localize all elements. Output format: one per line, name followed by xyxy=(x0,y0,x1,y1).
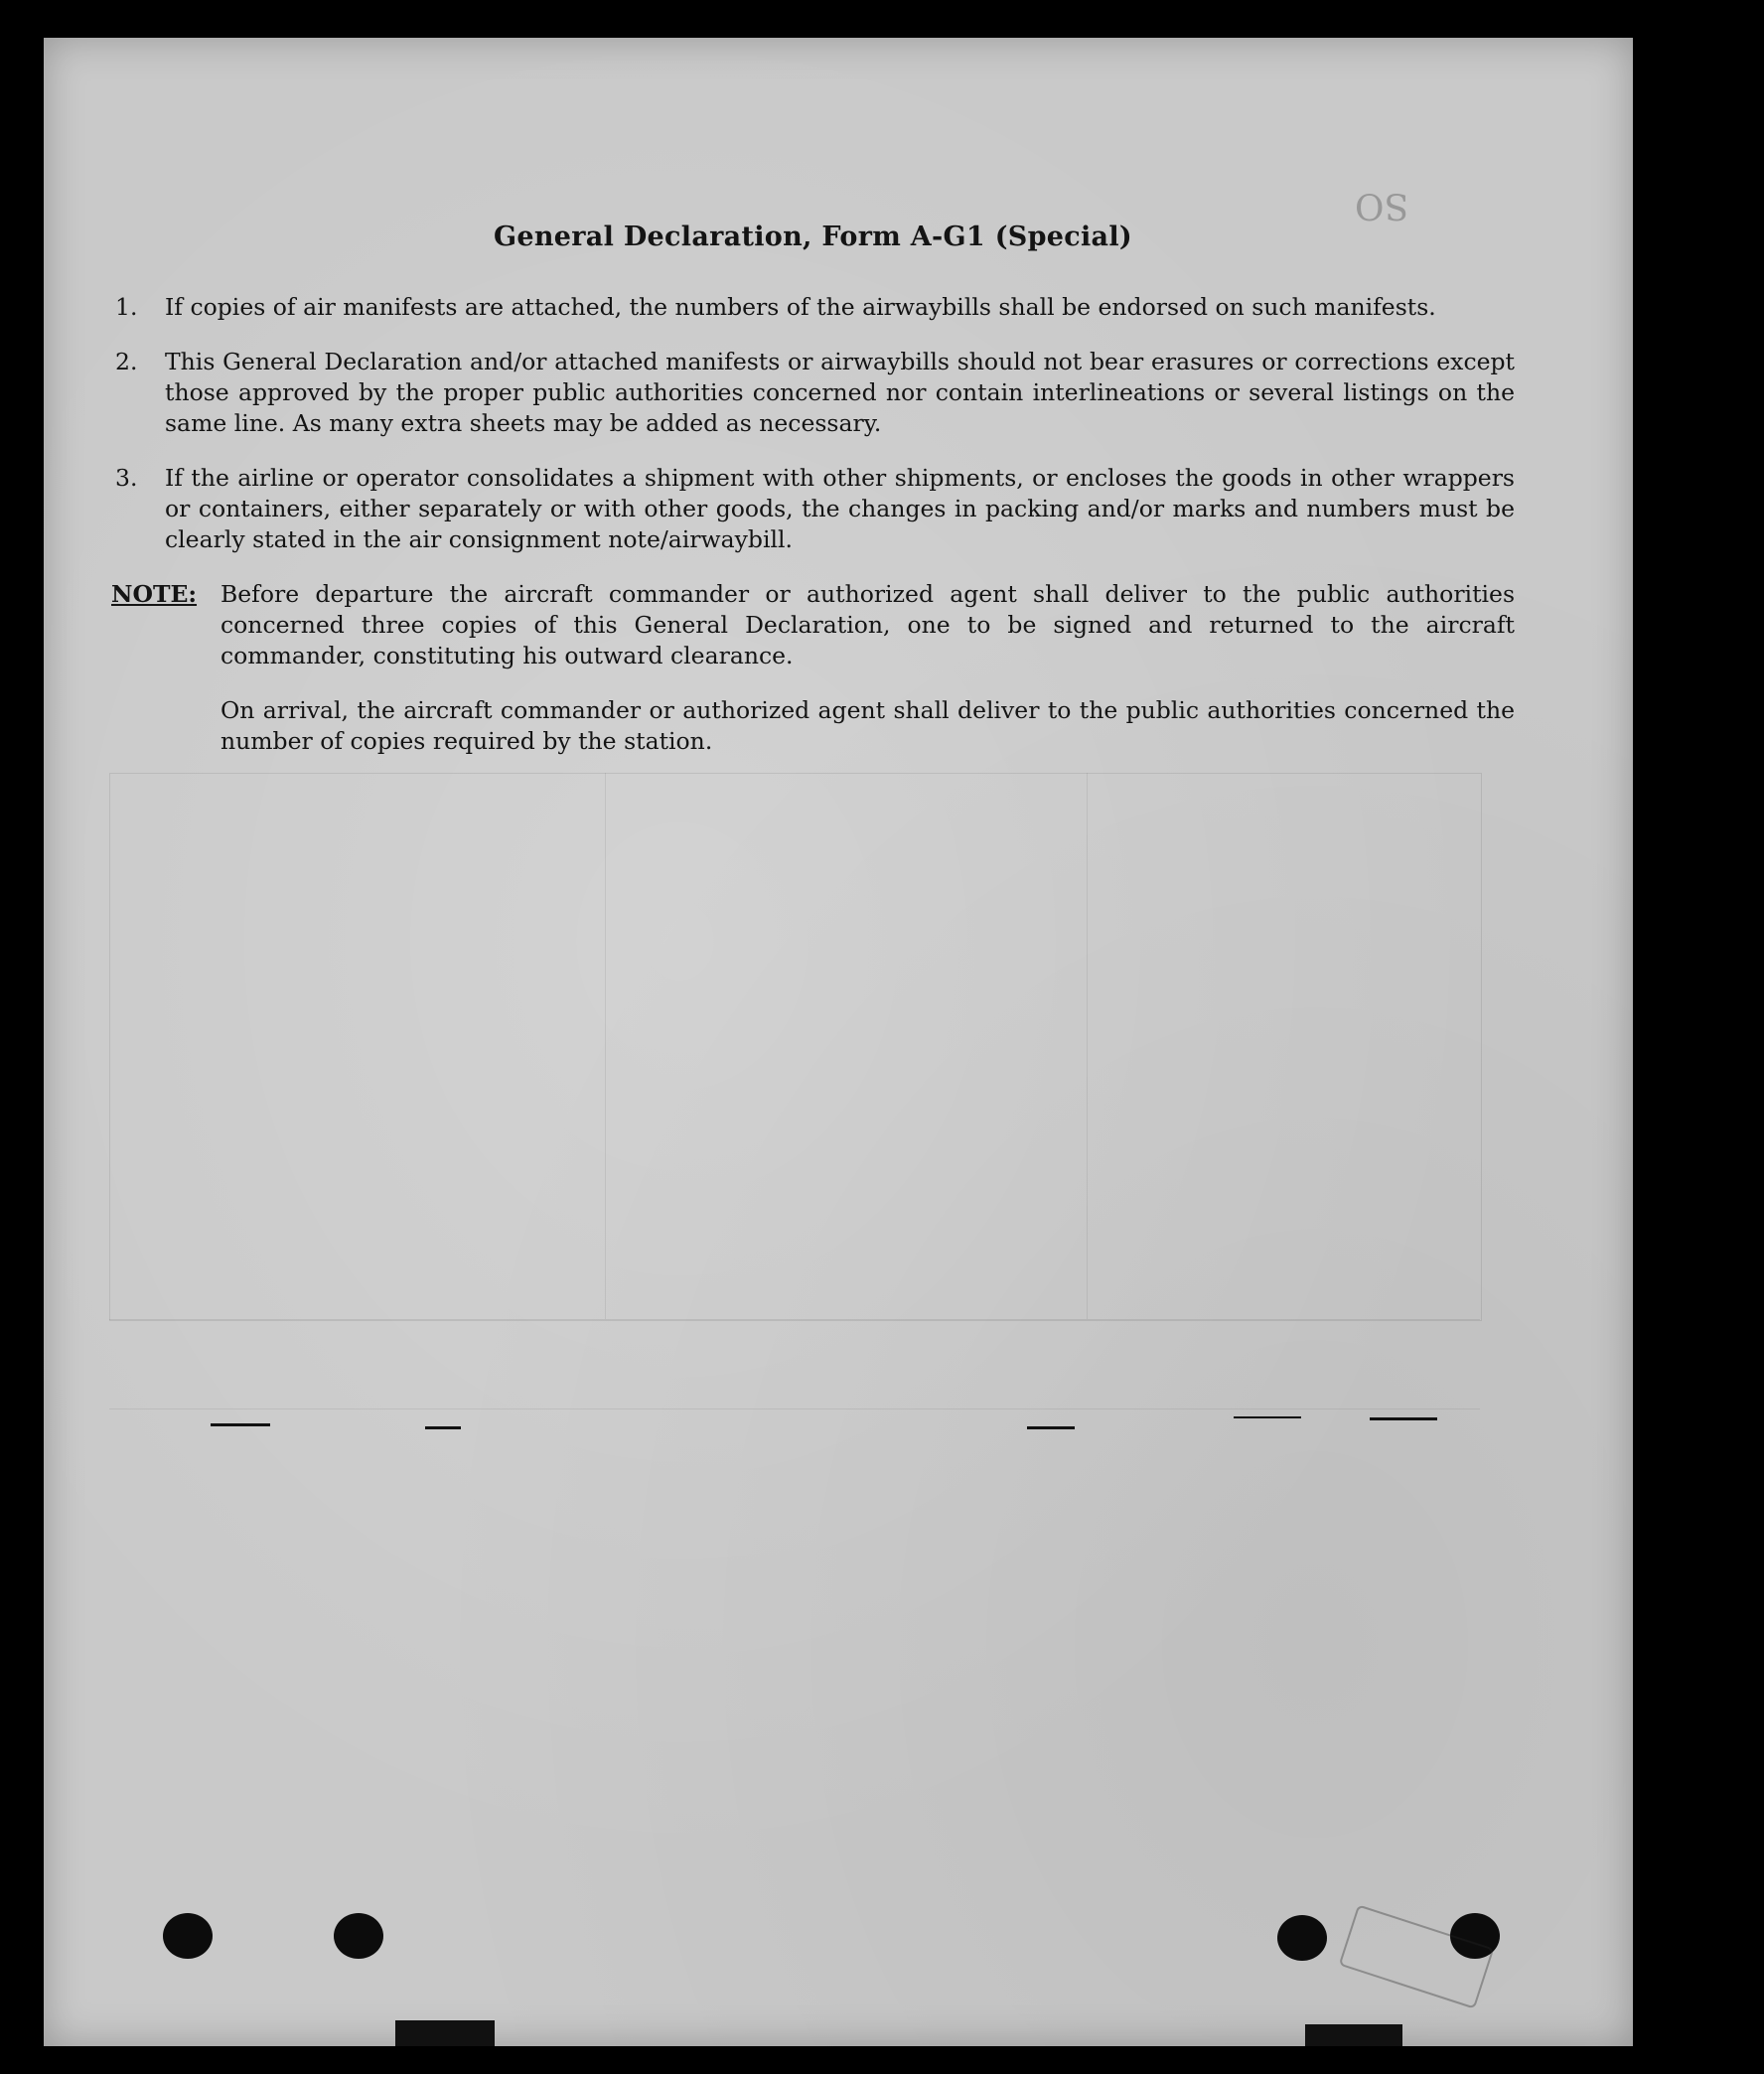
item-number: 2. xyxy=(115,348,138,375)
ink-mark xyxy=(1234,1416,1301,1418)
declaration-instructions xyxy=(111,184,1515,805)
item-text: If copies of air manifests are attached, the numbers of the airwaybills shall be endorsed on such manifests. xyxy=(165,293,1436,321)
note-body xyxy=(220,579,1515,781)
punch-hole xyxy=(1277,1915,1327,1961)
document-title: General Declaration, Form A-G1 (Special) xyxy=(494,222,1132,252)
corner-mark: SO xyxy=(1355,185,1409,225)
bleed-through-column xyxy=(1087,773,1088,1319)
bleed-through-column xyxy=(605,773,606,1319)
bleed-through-table xyxy=(109,773,1482,1321)
note-paragraph-arrival: On arrival, the aircraft commander or authorized agent shall deliver to the public authorities concerned the number of copies required by the station. xyxy=(220,696,1515,755)
bleed-through-line xyxy=(109,1408,1480,1409)
ink-mark xyxy=(1370,1417,1437,1420)
note-paragraph-departure: Before departure the aircraft commander or authorized agent shall deliver to the public authorities concerned three copies of this General Declaration, one to be signed and returned to the aircraft commander, constituting his outward clearance. xyxy=(220,580,1515,669)
instruction-item-1 xyxy=(111,292,1515,323)
item-number: 1. xyxy=(115,293,138,321)
punch-hole xyxy=(334,1913,383,1959)
note-section xyxy=(111,579,1515,781)
instruction-item-3 xyxy=(111,463,1515,555)
binder-clip xyxy=(1305,2024,1402,2046)
instruction-item-2 xyxy=(111,347,1515,439)
item-text: This General Declaration and/or attached manifests or airwaybills should not bear erasures or corrections except those approved by the proper public authorities concerned nor contain interlineations or several listings on the same line. As many extra sheets may be added as necessary. xyxy=(165,348,1515,437)
binder-clip xyxy=(395,2020,495,2046)
bleed-through-line xyxy=(109,1319,1480,1320)
note-label: NOTE: xyxy=(111,580,198,608)
item-number: 3. xyxy=(115,464,138,492)
punch-hole xyxy=(163,1913,213,1959)
ink-mark xyxy=(425,1426,461,1429)
ink-mark xyxy=(211,1423,270,1426)
item-text: If the airline or operator consolidates a shipment with other shipments, or encloses the goods in other wrappers or containers, either separately or with other goods, the changes in packing and/or marks and numbers must be clearly stated in the air consignment note/airwaybill. xyxy=(165,464,1515,553)
ink-mark xyxy=(1027,1426,1075,1429)
